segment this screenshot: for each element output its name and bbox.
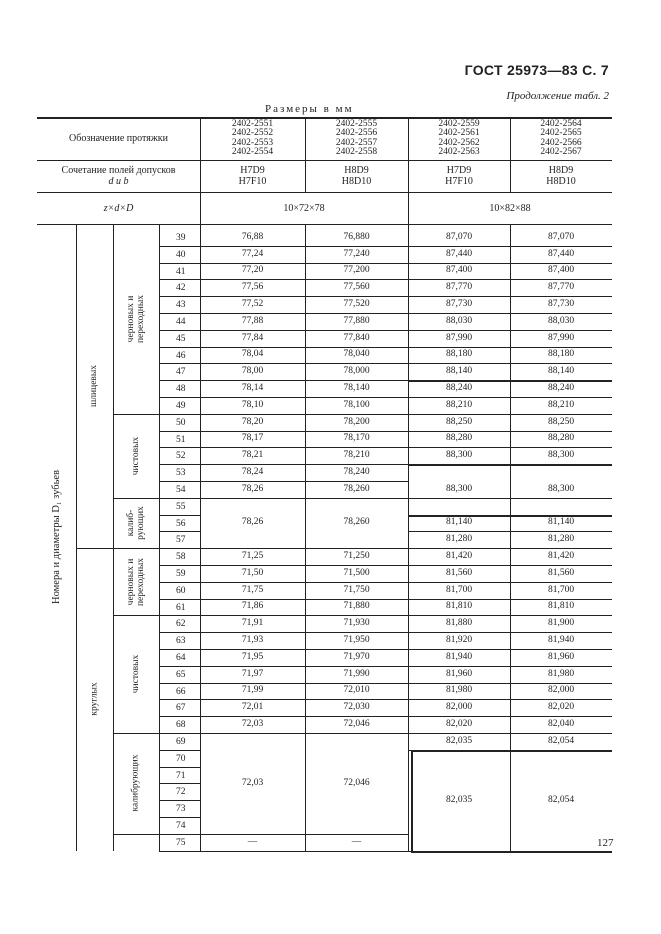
diameter-b: 77,560: [343, 282, 370, 293]
tolerance-code: H8D10: [546, 176, 576, 187]
diameter-a: 78,20: [241, 416, 264, 427]
designation-code: 2402-2566: [540, 137, 582, 148]
rule-horizontal: [159, 548, 200, 549]
diameter-a: 71,95: [241, 651, 264, 662]
diameter-b: 78,240: [343, 467, 370, 478]
diameter-b: 77,840: [343, 332, 370, 343]
diameter-a: 77,52: [241, 299, 264, 310]
diameter-c: 87,770: [445, 282, 473, 293]
tooth-number: 73: [176, 804, 186, 815]
rule-horizontal: [159, 531, 200, 532]
diameter-b: 71,500: [343, 567, 370, 578]
tolerance-group: [510, 160, 612, 192]
diameter-d: 87,400: [547, 265, 575, 276]
diameter-d: 88,140: [547, 366, 575, 377]
rule-horizontal: [159, 666, 200, 667]
tooth-number: 53: [176, 468, 186, 479]
diameter-b: 78,210: [343, 450, 370, 461]
diameter-b: 78,000: [343, 366, 370, 377]
tooth-number: 62: [176, 619, 186, 630]
tooth-number: 59: [176, 569, 186, 579]
diameter-b: 71,950: [343, 635, 370, 646]
diameter-c: 81,420: [445, 551, 473, 562]
tooth-number: 66: [176, 686, 186, 697]
finish-label-1: [113, 414, 159, 498]
rough-transition-label-1-text: черновых и переходных: [126, 294, 146, 343]
tolerance-list: [239, 165, 267, 187]
diameter-d: 88,280: [547, 433, 575, 444]
round-teeth-label: [76, 548, 113, 850]
diameter-a: 71,91: [241, 618, 264, 629]
diameter-a: 76,88: [241, 231, 264, 242]
rule-horizontal: [159, 447, 200, 448]
page-header: ГОСТ 25973—83 С. 7: [464, 62, 609, 78]
diameter-b: 71,880: [343, 601, 370, 612]
diameter-c: 82,020: [445, 719, 473, 730]
numbers-diameters-label: [37, 224, 76, 851]
rule-horizontal: [159, 851, 200, 852]
rule-horizontal: [159, 783, 200, 784]
diameter-d-merged: 82,054: [547, 794, 575, 805]
diameter-d: 81,810: [547, 601, 575, 612]
finish-label-1-text: чистовых: [130, 436, 141, 476]
tolerance-list: [546, 165, 575, 187]
diameter-c: 81,920: [445, 635, 473, 646]
designation-code: 2402-2553: [231, 137, 274, 148]
tooth-number: 48: [176, 384, 186, 395]
designation-code: 2402-2551: [231, 118, 274, 129]
tolerance-code: H7F10: [445, 176, 473, 187]
diameter-a: 78,26: [241, 483, 264, 494]
tolerance-code: H7D9: [240, 165, 265, 176]
tooth-number: 46: [176, 350, 186, 361]
designation-code: 2402-2556: [335, 128, 378, 138]
rule-horizontal: [113, 834, 159, 835]
diameter-a: 77,24: [241, 248, 264, 259]
diameter-c: 81,940: [445, 651, 473, 662]
diameter-a: 71,75: [241, 584, 264, 595]
diameter-a: 71,86: [241, 601, 264, 612]
designation-group: [510, 117, 612, 160]
designation-list: [232, 120, 273, 158]
tooth-number: 60: [176, 585, 186, 596]
rough-transition-label-1: [113, 224, 159, 414]
diameter-d: 81,980: [547, 668, 575, 679]
diameter-d: 81,940: [547, 635, 575, 646]
diameter-a-merged: 78,26: [241, 517, 264, 528]
continuation-note: Продолжение табл. 2: [506, 90, 609, 102]
diameter-c: 88,240: [445, 383, 473, 394]
spline-teeth-label-text: шлицевых: [89, 365, 100, 408]
diameter-c-merged: 88,300: [445, 483, 473, 494]
diameter-d: 88,210: [547, 399, 575, 410]
dims-b: 10×82×88: [489, 202, 531, 214]
rule-horizontal: [159, 246, 200, 247]
rough-transition-label-2-text: черновых и переходных: [126, 557, 146, 606]
rule-horizontal: [159, 263, 200, 264]
tolerance-code: H8D10: [341, 176, 372, 187]
rule-horizontal: [159, 481, 200, 482]
designation-list: [540, 120, 581, 158]
diameter-b: 71,970: [343, 651, 370, 662]
tolerance-code: H8D9: [344, 165, 369, 176]
designation-group: [305, 117, 408, 160]
diameter-c: 87,990: [445, 332, 473, 343]
diameter-b: 71,930: [343, 618, 370, 629]
round-teeth-label-text: круглых: [89, 682, 100, 717]
tooth-number: 49: [176, 401, 186, 411]
diameter-b: 78,140: [343, 383, 370, 394]
rule-horizontal: [159, 599, 200, 600]
diameter-c: 81,560: [445, 567, 473, 578]
designation-code: 2402-2554: [231, 147, 274, 157]
rule-horizontal: [159, 817, 200, 818]
tooth-number: 72: [176, 787, 186, 798]
designation-code: 2402-2564: [540, 118, 582, 129]
tolerance-group: [408, 160, 510, 192]
rule-horizontal: [411, 851, 612, 853]
diameter-c: 88,210: [445, 399, 473, 410]
tooth-number: 55: [176, 501, 186, 512]
finish-label-2: [113, 615, 159, 733]
diameter-a: 71,97: [241, 668, 264, 679]
designation-code: 2402-2558: [335, 147, 378, 157]
tolerance-code: H7F10: [238, 176, 267, 187]
tooth-number: 57: [176, 535, 186, 546]
diameter-a: 78,00: [241, 366, 264, 377]
diameter-c: 81,960: [445, 668, 473, 679]
tooth-number: 56: [176, 518, 186, 529]
tooth-number: 51: [176, 434, 186, 445]
diameter-d: 82,054: [547, 735, 575, 746]
designation-list: [438, 120, 479, 158]
diameter-b: 77,880: [343, 315, 370, 326]
diameter-b: 78,100: [343, 399, 370, 410]
tooth-number: 61: [176, 602, 186, 613]
diameter-d: 81,420: [547, 551, 575, 562]
diameter-b: 78,260: [343, 483, 370, 494]
diameter-a: 78,17: [241, 433, 264, 444]
diameter-c: 81,280: [445, 534, 473, 545]
rule-horizontal: [159, 380, 200, 381]
diameter-b: 78,040: [343, 349, 370, 360]
diameter-a: 71,99: [241, 685, 264, 696]
diameter-d: 88,250: [547, 416, 575, 427]
tooth-number: 64: [176, 653, 186, 663]
diameter-c: 87,440: [445, 248, 473, 259]
diameter-b: 71,250: [343, 551, 370, 562]
tooth-number: 39: [176, 233, 186, 243]
diameter-d: 82,000: [547, 685, 575, 696]
diameter-c: 81,140: [445, 517, 473, 528]
diameter-a: 72,03: [241, 719, 264, 730]
rule-horizontal: [159, 733, 200, 734]
calibration-label-1: [113, 498, 159, 548]
diameter-b: 72,010: [343, 685, 370, 696]
diameter-a: 78,14: [241, 383, 264, 394]
rule-vertical: [159, 224, 160, 851]
tooth-number: 43: [176, 300, 186, 311]
diameter-c: 87,400: [445, 265, 473, 276]
diameter-d: 87,770: [547, 282, 575, 293]
diameter-b: 78,170: [343, 433, 370, 444]
rule-horizontal: [159, 414, 200, 415]
header-designation-label: Обозначение протяжки: [69, 133, 168, 144]
rule-horizontal: [200, 851, 408, 852]
diameter-a: 72,01: [241, 702, 264, 713]
calibration-label-2: [113, 733, 159, 834]
tolerance-list: [342, 165, 371, 187]
spline-teeth-label: [76, 224, 113, 548]
diameter-d: 81,280: [547, 534, 575, 545]
tooth-number: 75: [176, 837, 186, 848]
calibration-label-2-text: калибрующих: [131, 754, 141, 812]
diameter-c: 81,810: [445, 601, 473, 612]
tolerance-label-line2: d и b: [108, 176, 129, 187]
tolerance-label-line1: Сочетание полей допусков: [61, 165, 176, 176]
tooth-number: 45: [176, 333, 186, 344]
diameter-c: 88,140: [445, 366, 473, 377]
designation-code: 2402-2552: [231, 128, 274, 138]
rule-horizontal: [159, 347, 200, 348]
diameter-c: 82,000: [445, 702, 473, 713]
diameter-a: 78,10: [241, 399, 264, 410]
diameter-a: 77,88: [241, 315, 264, 326]
rule-horizontal: [159, 464, 200, 465]
rule-horizontal: [159, 632, 200, 633]
diameter-b-merged: 78,260: [343, 517, 370, 528]
rule-horizontal: [159, 615, 200, 616]
tolerance-group: [305, 160, 408, 192]
rule-horizontal: [159, 750, 200, 751]
diameter-a: 77,20: [241, 265, 264, 276]
tooth-number: 71: [176, 770, 186, 781]
rule-horizontal: [159, 397, 200, 398]
diameter-a: 77,84: [241, 332, 264, 343]
diameter-c: 87,070: [445, 231, 473, 242]
diameter-d: 82,040: [547, 719, 575, 730]
diameter-b: 72,030: [343, 702, 370, 713]
tolerance-group: [200, 160, 305, 192]
diameter-b: 77,240: [343, 248, 370, 259]
rule-horizontal: [159, 649, 200, 650]
tooth-number: 44: [176, 317, 186, 327]
dash-a: —: [247, 836, 258, 847]
calibration-label-1-text: калиб- рующих: [126, 506, 146, 540]
tolerance-code: H8D9: [548, 165, 574, 176]
rule-horizontal: [159, 699, 200, 700]
tooth-number: 42: [176, 283, 186, 294]
diameter-d: 82,020: [547, 702, 575, 713]
diameter-a: 78,21: [241, 450, 264, 461]
diameter-c: 88,250: [445, 416, 473, 427]
designation-code: 2402-2561: [438, 128, 480, 138]
tooth-number: 54: [176, 485, 186, 495]
diameter-c: 87,730: [445, 299, 473, 310]
designation-code: 2402-2559: [438, 118, 480, 129]
diameter-c: 81,700: [445, 584, 473, 595]
diameter-d-merged: 88,300: [547, 483, 575, 494]
diameter-c: 88,280: [445, 433, 473, 444]
tooth-number: 69: [176, 737, 186, 747]
page-number: 127: [597, 837, 614, 849]
diameter-d: 88,300: [547, 450, 575, 461]
rule-horizontal: [159, 716, 200, 717]
rule-horizontal: [159, 330, 200, 331]
rule-horizontal: [159, 296, 200, 297]
tolerance-list: [445, 165, 473, 187]
finish-label-2-text: чистовых: [130, 654, 141, 694]
diameter-b: 71,750: [343, 584, 370, 595]
diameter-a: 71,93: [241, 635, 264, 646]
tooth-number: 47: [176, 367, 186, 378]
designation-code: 2402-2565: [540, 128, 582, 138]
tooth-number: 63: [176, 636, 186, 647]
diameter-d: 81,140: [547, 517, 575, 528]
diameter-a: 78,04: [241, 349, 264, 360]
rule-horizontal: [159, 767, 200, 768]
header-tolerance-label: [37, 160, 200, 192]
dims-a: 10×72×78: [283, 202, 325, 214]
diameter-b: 77,200: [343, 265, 370, 276]
diameter-d: 81,700: [547, 584, 575, 595]
tooth-number: 68: [176, 720, 186, 731]
designation-code: 2402-2557: [335, 137, 378, 148]
rule-horizontal: [159, 565, 200, 566]
diameter-b: 71,990: [343, 668, 370, 679]
diameter-d: 87,070: [547, 231, 575, 242]
tolerance-code: H7D9: [446, 165, 472, 176]
designation-group: [200, 117, 305, 160]
diameter-c-merged: 82,035: [445, 794, 473, 805]
diameter-b: 78,200: [343, 416, 370, 427]
diameter-c: 82,035: [445, 735, 473, 746]
tooth-number: 65: [176, 669, 186, 680]
diameter-a: 78,24: [241, 467, 264, 478]
tooth-number: 50: [176, 417, 186, 428]
dimensions-caption: Размеры в мм: [265, 103, 354, 115]
diameter-c: 81,880: [445, 618, 473, 629]
rule-horizontal: [159, 279, 200, 280]
tooth-number: 40: [176, 249, 186, 260]
diameter-d: 87,440: [547, 248, 575, 259]
designation-code: 2402-2567: [540, 147, 582, 157]
designation-code: 2402-2562: [438, 137, 480, 148]
rough-transition-label-2: [113, 548, 159, 615]
diameter-a: 71,50: [241, 567, 264, 578]
tooth-number: 70: [176, 753, 186, 764]
diameter-d: 88,240: [547, 383, 575, 394]
diameter-d: 88,030: [547, 315, 575, 326]
header-dims-label: z×d×D: [103, 202, 134, 214]
diameter-c: 88,180: [445, 349, 473, 360]
rule-horizontal: [159, 683, 200, 684]
diameter-d: 87,730: [547, 299, 575, 310]
designation-code: 2402-2555: [335, 118, 378, 129]
tooth-number: 67: [176, 703, 186, 714]
rule-horizontal: [159, 582, 200, 583]
diameter-c: 81,980: [445, 685, 473, 696]
diameter-a: 71,25: [241, 551, 264, 562]
diameter-a: 77,56: [241, 282, 264, 293]
tooth-number: 74: [176, 821, 186, 831]
diameter-d: 81,560: [547, 567, 575, 578]
diameter-b: 77,520: [343, 299, 370, 310]
diameter-d: 81,960: [547, 651, 575, 662]
diameter-b: 76,880: [343, 231, 370, 242]
diameter-c: 88,300: [445, 450, 473, 461]
rule-horizontal: [159, 313, 200, 314]
tooth-number: 52: [176, 451, 186, 462]
diameter-b: 72,046: [343, 719, 370, 730]
rule-horizontal: [159, 431, 200, 432]
rule-horizontal: [159, 363, 200, 364]
designation-code: 2402-2563: [438, 147, 480, 157]
rule-horizontal: [159, 800, 200, 801]
diameter-d: 87,990: [547, 332, 575, 343]
rule-horizontal: [159, 515, 200, 516]
tooth-number: 41: [176, 266, 186, 277]
diameter-d: 81,900: [547, 618, 575, 629]
numbers-diameters-label-text: Номера и диаметры D₁ зубьев: [50, 470, 62, 605]
rule-horizontal: [159, 498, 200, 499]
diameter-b-merged: 72,046: [343, 777, 370, 788]
designation-group: [408, 117, 510, 160]
diameter-a-merged: 72,03: [241, 777, 264, 788]
dash-b: —: [351, 836, 362, 847]
diameter-c: 88,030: [445, 315, 473, 326]
rule-horizontal: [159, 834, 200, 835]
designation-list: [336, 120, 377, 158]
tooth-number: 58: [176, 552, 186, 563]
diameter-d: 88,180: [547, 349, 575, 360]
